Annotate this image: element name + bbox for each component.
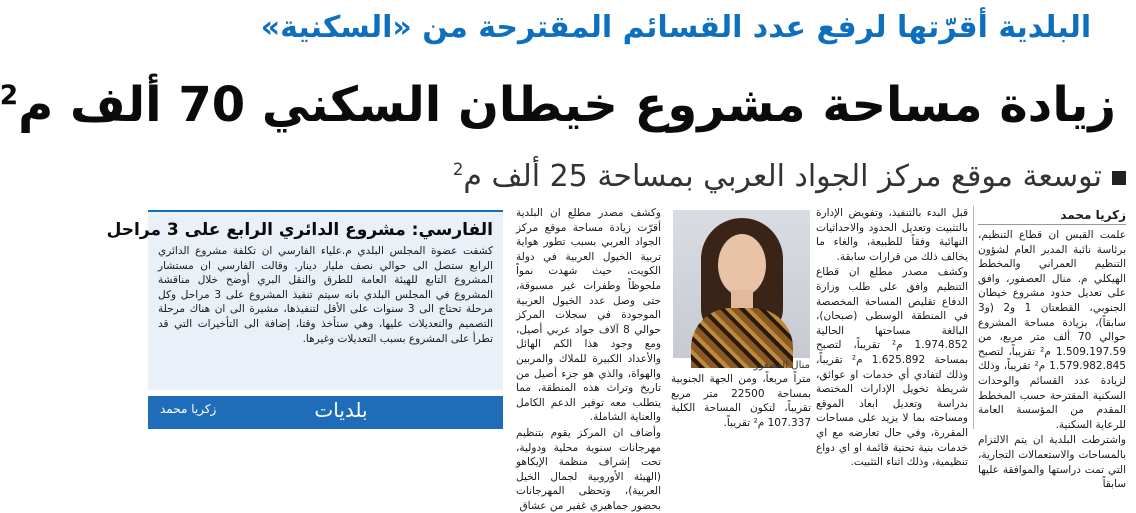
photo-caption: منال العصفور: [753, 360, 810, 371]
main-headline-text: زيادة مساحة مشروع خيطان السكني 70 ألف م: [18, 77, 1116, 133]
portrait-face: [718, 234, 766, 296]
subheadline-superscript: 2: [452, 160, 464, 179]
portrait-body: [691, 308, 793, 368]
subheadline: [176, 150, 1126, 197]
paragraph: علمت القبس ان قطاع التنظيم، برئاسة نائبة المدير العام لشؤون التنظيم العمراني والمخطط الهيكلي م. منال العصفور، وافق على تعديل حدود مشروع خيطان الجنوبي، القطعتان 1 و2 (و3 سابقاً)، بزيادة مساحة المشروع حوالي 70 ألف متر مربع، من 1.509.197.59 م² تقريباً، لتصبح 1.579.982.845 م² تقريباً، وذلك لزيادة عدد القسائم والوحدات السكنية المقترحة حسب المخطط المقدم من المؤسسة العامة للرعاية السكنية.: [978, 229, 1127, 431]
sidebar-title: الفارسي: مشروع الدائري الرابع على 3 مراحل: [106, 220, 493, 240]
square-bullet-icon: [1112, 171, 1126, 185]
main-headline: [0, 66, 1116, 135]
article-column-1: [978, 228, 1127, 491]
article-column-4: [516, 206, 661, 512]
paragraph: متراً مربعاً، ومن الجهة الجنوبية بمساحة 22500 متر مربع تقريباً، لتكون المساحة الكلية 107.337 م² تقريباً.: [671, 373, 811, 429]
sidebar-box: [106, 210, 503, 390]
section-author: زكريا محمد: [160, 402, 217, 416]
paragraph: قبل البدء بالتنفيذ، وتفويض الإدارة بالتثبيت وتعديل الحدود والاحداثيات النهائية وفقاً للطبيعة، والغاء ما يخالف ذلك من قرارات سابقة.: [816, 207, 968, 263]
section-brand: بلديات: [314, 398, 368, 422]
paragraph: وأضاف ان المركز يقوم بتنظيم مهرجانات سنوية محلية ودولية، تحت إشراف منظمة الإيكاهو (الهيئة الأوروبية لجمال الخيل العربية)، وتحظى المهرجانات بحضور جماهيري غفير من عشاق: [516, 426, 661, 512]
paragraph: واشترطت البلدية ان يتم الالتزام بالمساحات والاستعمالات التجارية، التي تمت دراستها والموافقة عليها سابقاً: [978, 434, 1126, 491]
kicker-headline: البلدية أقرّتها لرفع عدد القسائم المقترحة من «السكنية»: [260, 10, 1092, 45]
article-column-2: [816, 206, 969, 469]
column-divider: [973, 206, 974, 429]
portrait-photo: [673, 210, 810, 358]
paragraph: وكشف مصدر مطلع ان البلدية أقرّت زيادة مساحة موقع مركز الجواد العربي بسبب تطور هواية تربية الخيول العربية في دولة الكويت، حيث شهدت نمواً ملحوظاً وطفرات غير مسبوقة، حتى وصل عدد الخيول العربية الموجودة في سجلات المركز حوالي 8 آلاف جواد عربي أصيل، ومع وجود هذا الكم الهائل والأعداد الكبيرة للملاك والمربين والهواة، والذي هو جزء أصيل من تاريخ وتراث هذه المنطقة، مما يتطلب معه توفير الدعم الكامل والعناية الشاملة.: [516, 207, 661, 424]
sidebar-text: كشفت عضوة المجلس البلدي م.علياء الفارسي ان تكلفة مشروع الدائري الرابع ستصل الى حوالي نصف مليار دينار. وقالت الفارسي ان مستشار المشروع التابع للهيئة العامة للطرق والنقل البري أوضح خلال مناقشة المشروع في المجلس البلدي بانه سيتم تنفيذ المشروع على 3 مراحل وكل مرحلة تحتاج الى 3 سنوات على الأقل لتنفيذها، مشيرة الى ان هناك مرحلة التصميم والتعديلات عليها، وهي ستأخذ وقتا، إضافة الى التأخيرات التي قد تطرأ على المشروع بسبب التعديلات وغيرها.: [158, 245, 493, 345]
main-headline-superscript: 2: [0, 80, 19, 111]
article-column-3-bottom: [671, 372, 811, 429]
paragraph: وكشف مصدر مطلع ان قطاع التنظيم وافق على طلب وزارة الدفاع تقليص المساحة المخصصة في المنطقة الوسطى (صبحان)، البالغة مساحتها الحالية 1.974.852 م² تقريباً، لتصبح بمساحة 1.625.892 م² تقريباً، وذلك لتفادي أي خدمات او عوائق، شريطة تخويل الإدارات المختصة بدراسة وتعديل ابعاد الموقع ومساحته بما لا يزيد على مساحات المقررة، وفي حال تعارضه مع اي خدمات بنية تحتية قائمة او اي دواع تنظيمية، وذلك اثناء التثبيت.: [816, 266, 969, 469]
subheadline-text: توسعة موقع مركز الجواد العربي بمساحة 25 ألف م: [463, 159, 1102, 194]
article-author: زكريا محمد: [978, 208, 1126, 225]
